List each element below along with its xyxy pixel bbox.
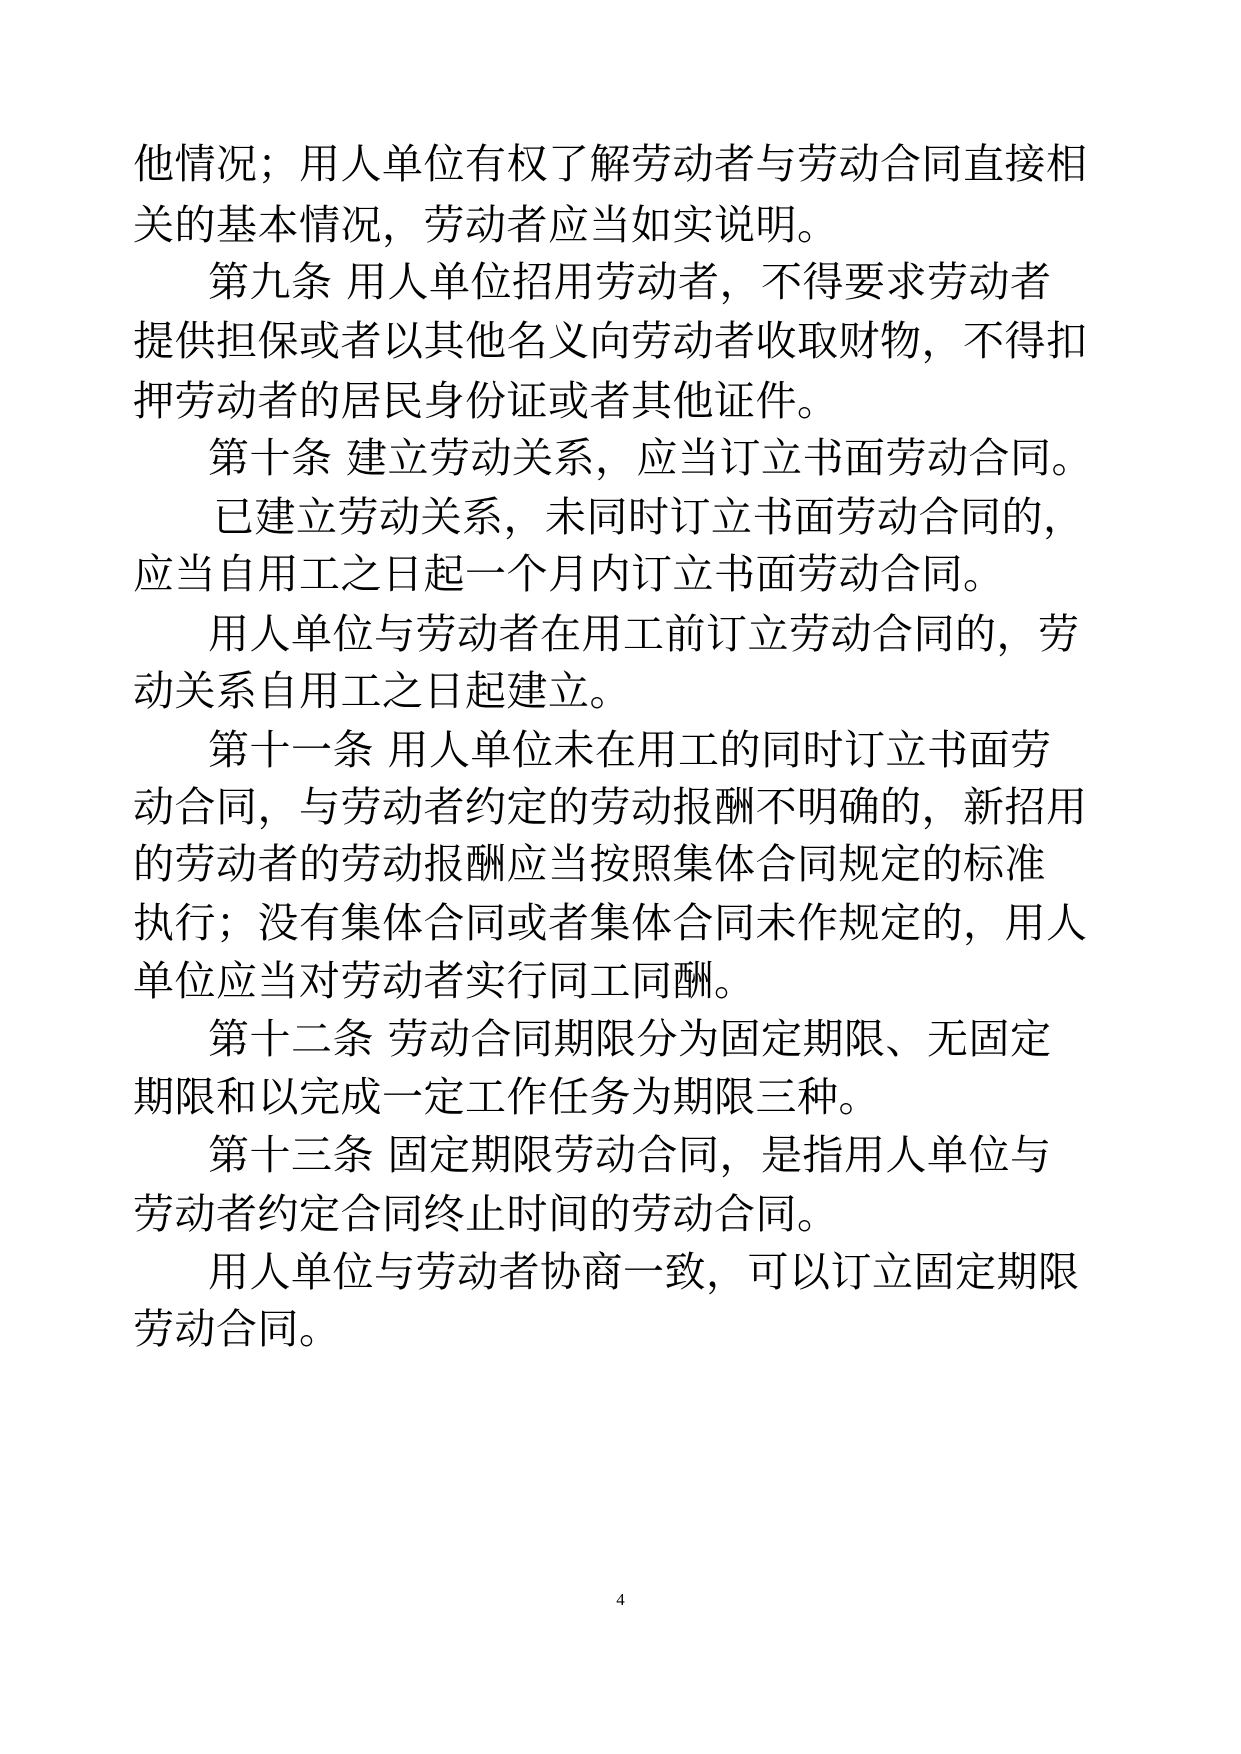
text-line: 的劳动者的劳动报酬应当按照集体合同规定的标准 [133,840,1046,888]
text-line: 第十三条 固定期限劳动合同，是指用人单位与 [208,1131,1052,1179]
page-number: 4 [616,1590,625,1609]
text-line: 第十一条 用人单位未在用工的同时订立书面劳 [208,726,1052,774]
text-line: 第九条 用人单位招用劳动者，不得要求劳动者 [208,258,1052,306]
text-line: 已建立劳动关系，未同时订立书面劳动合同的， [213,493,1085,541]
text-line: 期限和以完成一定工作任务为期限三种。 [133,1073,880,1121]
text-line: 执行；没有集体合同或者集体合同未作规定的，用人 [133,899,1088,947]
text-line: 关的基本情况，劳动者应当如实说明。 [133,201,839,249]
text-line: 他情况；用人单位有权了解劳动者与劳动合同直接相 [133,140,1088,188]
text-line: 提供担保或者以其他名义向劳动者收取财物，不得扣 [133,317,1088,365]
text-line: 应当自用工之日起一个月内订立书面劳动合同。 [133,550,1005,598]
text-line: 劳动合同。 [133,1305,341,1353]
text-line: 动关系自用工之日起建立。 [133,667,631,715]
text-line: 第十条 建立劳动关系，应当订立书面劳动合同。 [208,434,1094,482]
text-line: 劳动者约定合同终止时间的劳动合同。 [133,1190,839,1238]
text-line: 第十二条 劳动合同期限分为固定期限、无固定 [208,1015,1052,1063]
text-line: 用人单位与劳动者在用工前订立劳动合同的，劳 [208,610,1080,658]
text-line: 单位应当对劳动者实行同工同酬。 [133,957,756,1005]
text-line: 动合同，与劳动者约定的劳动报酬不明确的，新招用 [133,783,1088,831]
text-line: 押劳动者的居民身份证或者其他证件。 [133,377,839,425]
text-line: 用人单位与劳动者协商一致，可以订立固定期限 [208,1248,1080,1296]
